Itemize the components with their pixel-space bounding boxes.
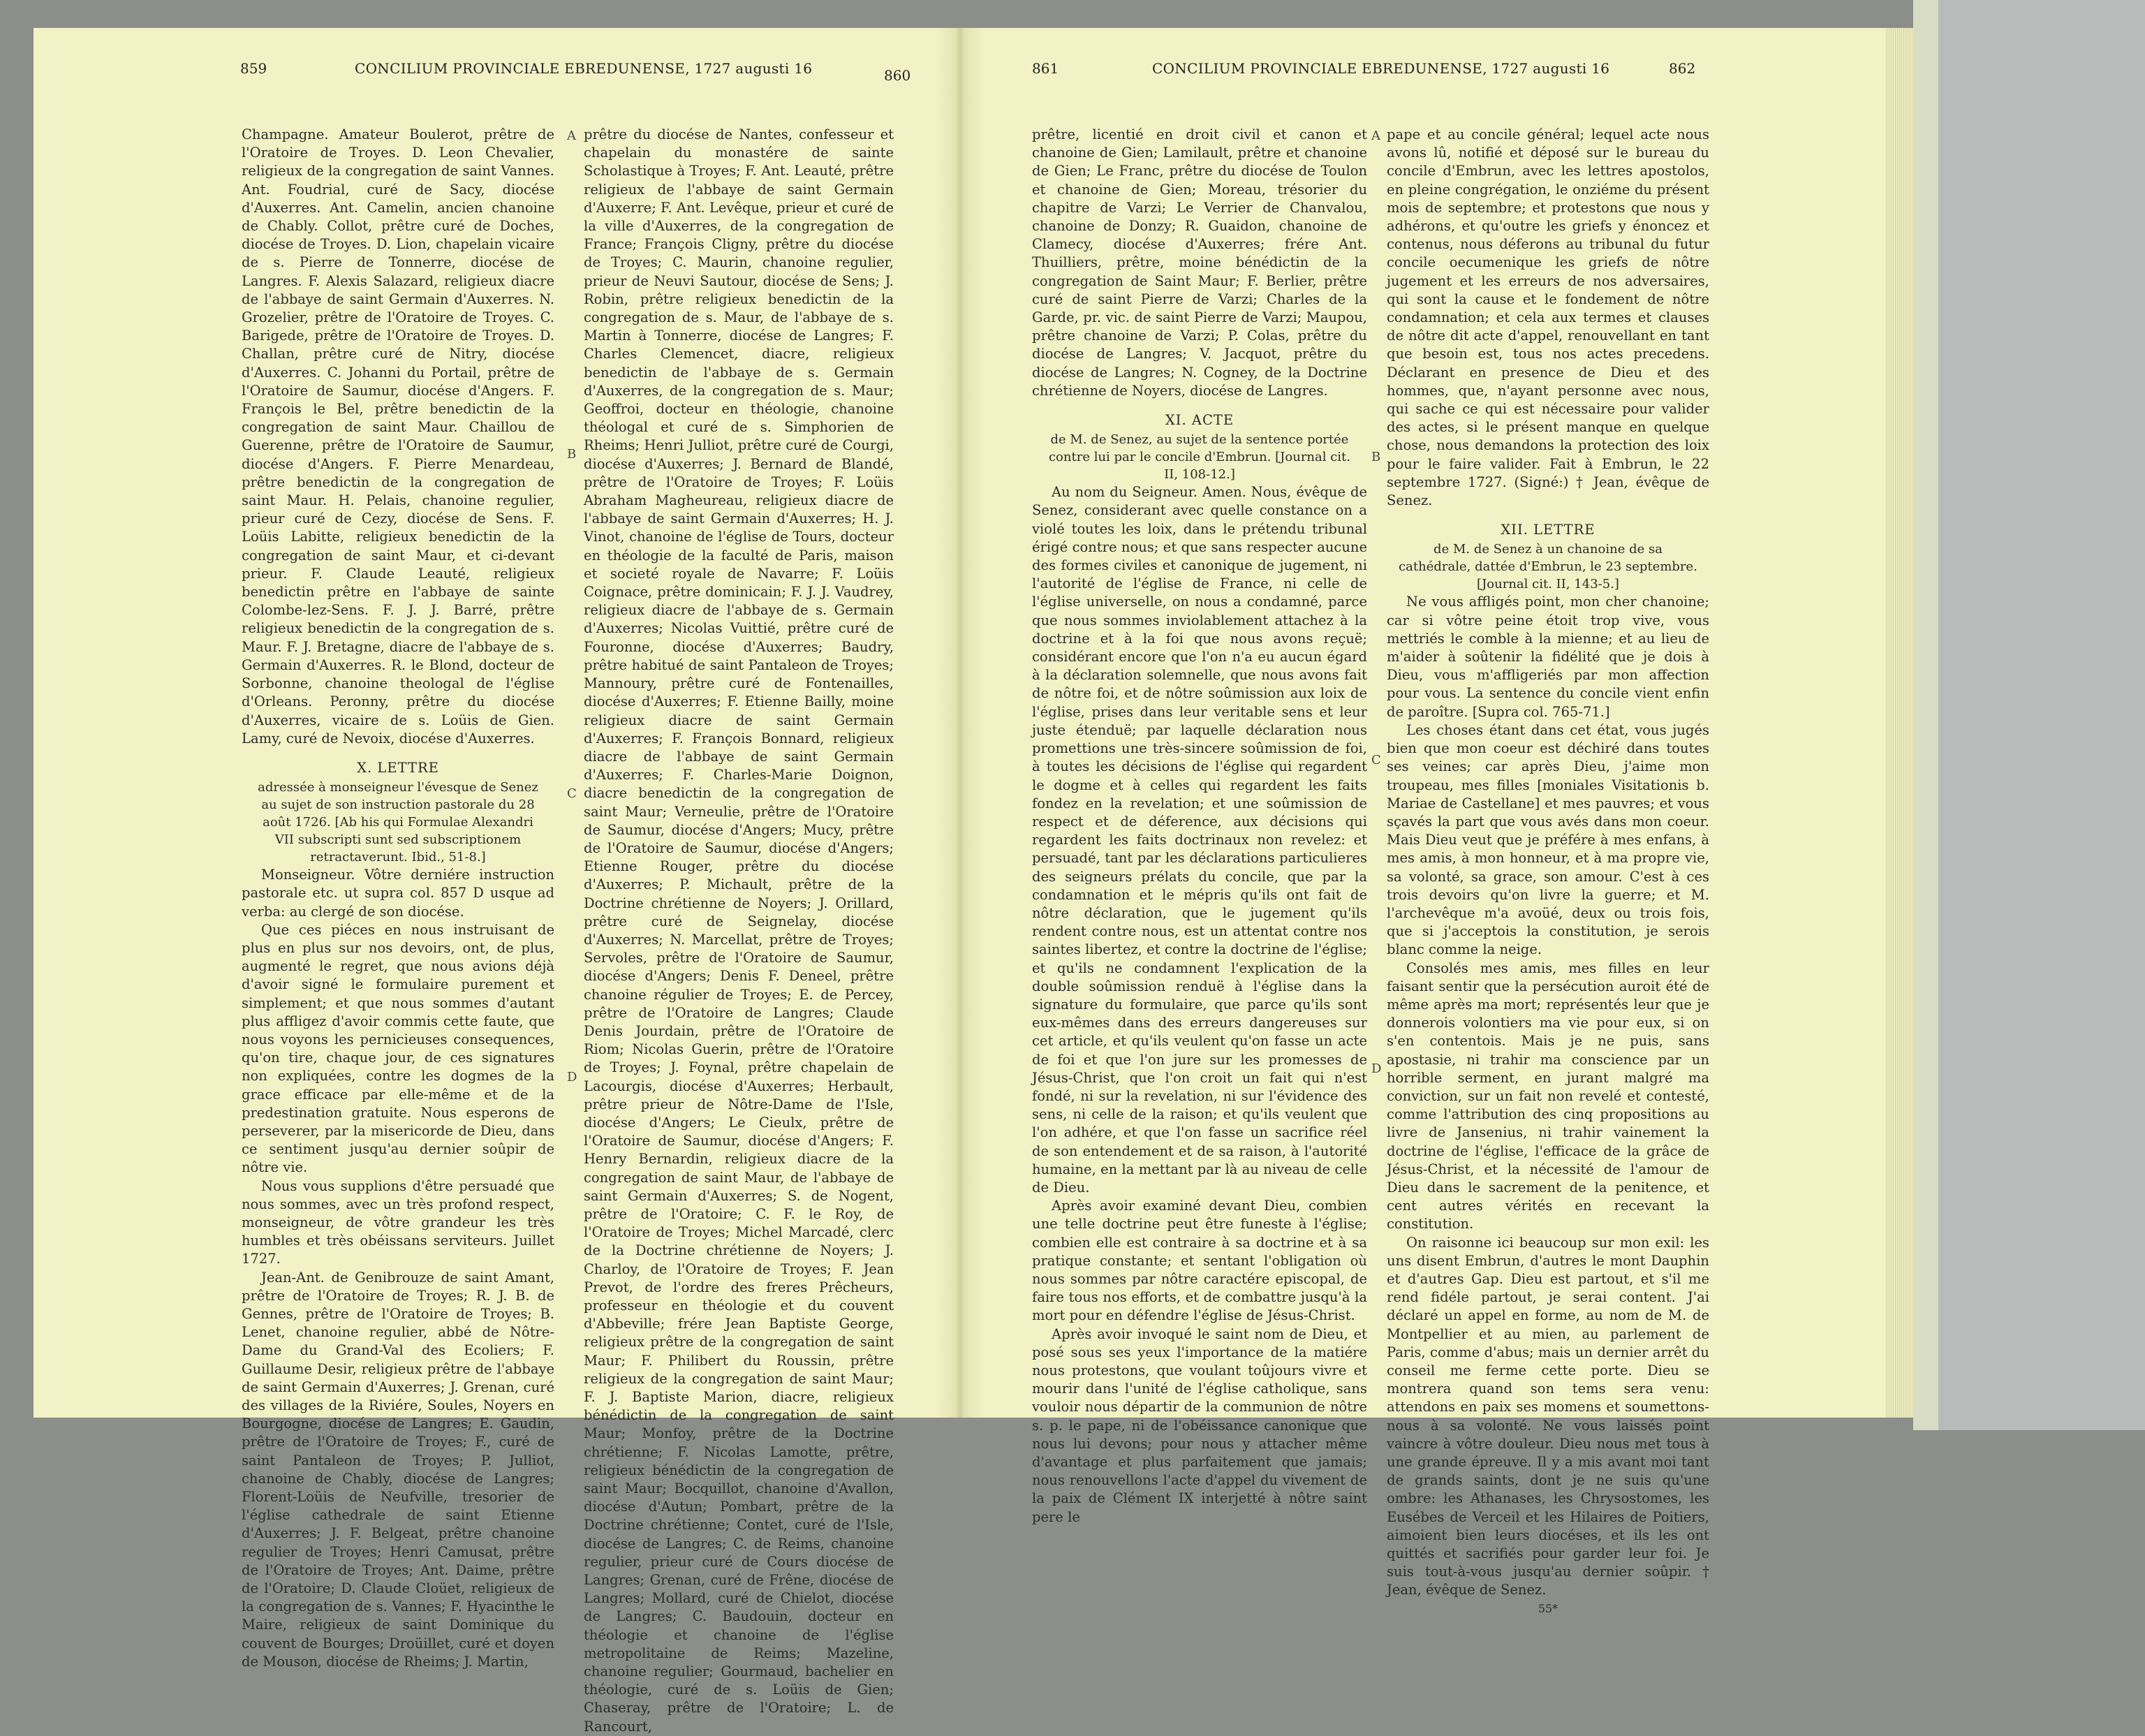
col4-paragraph: Consolés mes amis, mes filles en leur faisant sentir que la persécution auroit été de même après ma mort; représentés leur que je donnerois volontiers ma vie pour eux, si on s'en contentois. Mais je ne puis, sans apostasie, ni trahir ma conscience par un horrible serment, en jurant malgré ma conviction, sur un fait non revelé et contesté, comme l'attribution des cinq propositions au livre de Jansenius, ni trahir vainement la doctrine de l'église, l'efficace de la grâce de Jésus-Christ, et la nécessité de l'amour de Dieu dans le sacrement de la penitence, et cent autres vérités en recevant la constitution. (1387, 959, 1709, 1233)
page-number-860: 860 (884, 67, 911, 84)
section-heading: XI. ACTE (1165, 412, 1234, 429)
margin-letter-a: A (567, 128, 576, 143)
signature-mark: 55* (1538, 1601, 1558, 1615)
column-4 (1387, 126, 1709, 1615)
running-header-left: CONCILIUM PROVINCIALE EBREDUNENSE, 1727 augusti 16 (355, 60, 813, 77)
section-heading: XII. LETTRE (1501, 522, 1595, 538)
section-reference: de M. de Senez, au sujet de la sentence portée contre lui par le concile d'Embrun. [Journal cit. II, 108-12.] (1048, 432, 1351, 483)
margin-letter-d: D (1371, 1061, 1382, 1076)
col4-paragraph: pape et au concile général; lequel acte nous avons lû, notifié et déposé sur le bureau du concile d'Embrun, avec les lettres apostolos, en pleine congrégation, le onziéme du présent mois de septembre; et protestons que nous y adhérons, et qu'outre les griefs y énoncez et contenus, nous déferons au tribunal du futur concile oecumenique les griefs de nôtre jugement et les erreurs de nos adversaires, qui sont la cause et le fondement de nôtre condamnation; et cela aux termes et clauses de nôtre dit acte d'appel, renouvellant en tant que besoin est, tous nos actes precedens. Déclarant en presence de Dieu et des hommes, que, n'ayant personne avec nous, qui sache ce qui est nécessaire pour valider des actes, si le présent manque en quelque chose, nous demandons la protection des loix pour le faire valider. Fait à Embrun, le 22 septembre 1727. (Signé:) † Jean, évêque de Senez. (1387, 126, 1709, 509)
col4-paragraph: Les choses étant dans cet état, vous jugés bien que mon coeur est déchiré dans toutes ses veines; car après Dieu, j'aime mon troupeau, mes filles [moniales Visitationis b. Mariae de Castellane] et mes pauvres; et vous sçavés la part que vous avés dans mon coeur. Mais Dieu veut que je préfére à mes enfans, à mes amis, à mon honneur, et à ma propre vie, sa volonté, sa grace, son amour. C'est à ces trois devoirs qu'on livre la guerre; et M. l'archevêque m'a avoüé, deux ou trois fois, que si j'acceptois la constitution, je serois blanc comme la neige. (1387, 721, 1709, 958)
page-number-861: 861 (1032, 60, 1059, 77)
running-header-right: CONCILIUM PROVINCIALE EBREDUNENSE, 1727 augusti 16 (1152, 60, 1610, 77)
page-number-859: 859 (240, 60, 267, 77)
background-edge-strip (1913, 0, 1938, 1430)
col1-paragraph: Que ces piéces en nous instruisant de plus en plus sur nos devoirs, ont, de plus, augmenté le regret, que nous avions déjà d'avoir signé le formulaire purement et simplement; et que nous sommes d'autant plus affligez d'avoir commis cette faute, que nous voyons les pernicieuses consequences, qu'on tire, chaque jour, de ces signatures non expliquées, contre les dogmes de la grace efficace par elle-même et de la predestination gratuite. Nous esperons de perseverer, par la misericorde de Dieu, dans ce sentiment jusqu'au dernier soûpir de nôtre vie. (242, 921, 554, 1176)
margin-letter-b: B (1371, 450, 1381, 464)
col1-paragraph: Monseigneur. Vôtre derniére instruction pastorale etc. ut supra col. 857 D usque ad verba: au clergé de son diocése. (242, 867, 554, 920)
margin-letter-c: C (1371, 753, 1381, 767)
column-2 (584, 126, 894, 1735)
col4-paragraph: On raisonne ici beaucoup sur mon exil: les uns disent Embrun, d'autres le mont Dauphin et d'autres Gap. Dieu est partout, et s'il me rend fidéle partout, je serai content. J'ai déclaré un appel en forme, au nom de M. de Montpellier et au mien, au parlement de Paris, comme d'abus; mais un dernier arrêt du conseil me ferme cette porte. Dieu se montrera quand son tems sera venu: attendons en paix ses momens et soumettons-nous à sa volonté. Ne vous laissés point vaincre à vôtre douleur. Dieu nous met tous à une grande épreuve. Il y a mis avant moi tant de grands saints, dont je ne suis qu'une ombre: les Athanases, les Chrysostomes, les Eusébes de Verceil et les Hilaires de Poitiers, aimoient bien leurs diocéses, et ils les ont quittés et sacrifiés pour garder leur foi. Je suis tout-à-vous jusqu'au dernier soûpir. † Jean, évêque de Senez. (1387, 1234, 1709, 1598)
col3-paragraph: Au nom du Seigneur. Amen. Nous, évêque de Senez, considerant avec quelle constance on a violé toutes les loix, dans le prétendu tribunal érigé contre nous; et que sans respecter aucune des formes civiles et canonique de jugement, ni l'autorité de l'église de France, ni celle de l'église universelle, on nous a condamné, parce que nous sommes inviolablement attachez à la doctrine et à la foi que nous avons reçuë; considérant encore que l'on n'a eu aucun égard à la déclaration solemnelle, que nous avons fait de nôtre foi, et de nôtre soûmission aux loix de l'église, prises dans leur veritable sens et leur juste étenduë; par laquelle déclaration nous promettions une très-sincere soûmission de foi, à toutes les décisions de l'église qui regardent le dogme et à celles qui regardent les faits fondez en la revelation; et une soûmission de respect et de déference, aux décisions qui regardent les faits doctrinaux non revelez: et persuadé, tant par les déclarations particulieres des seigneurs prélats du concile, que par la condamnation et le mépris qu'ils ont fait de nôtre déclaration, que le jugement qu'ils rendent contre nous, est un attentat contre nos saintes libertez, et contre la doctrine de l'église; et qu'ils ne condamnent l'explication de la double soûmission renduë à l'église dans la signature du formulaire, que parce qu'ils sont eux-mêmes dans des erreurs dangereuses sur cet article, et qu'ils veulent qu'on fasse un acte de foi et que l'on jure sur les promesses de Jésus-Christ, que l'on croit un fait qui n'est fondé, ni sur la revelation, ni sur l'évidence des sens, ni celle de la raison; et qu'ils veulent que l'on adhére, et que l'on fasse un sacrifice réel de son entendement et de sa raison, à l'autorité humaine, en la mettant par là au niveau de celle de Dieu. (1032, 484, 1367, 1196)
col3-paragraph: Après avoir invoqué le saint nom de Dieu, et posé sous ses yeux l'importance de la matiére nous protestons, que voulant toûjours vivre et mourir dans l'unité de l'église catholique, sans vouloir nous départir de la communion de nôtre s. p. le pape, ni de l'obéissance canonique que nous lui devons; pour nous y attacher même d'avantage et plus parfaitement que jamais; nous renouvellons l'acte d'appel du vivement de la paix de Clément IX interjetté à nôtre saint pere le (1032, 1325, 1367, 1525)
section-heading: X. LETTRE (357, 759, 439, 776)
col1-paragraph: Champagne. Amateur Boulerot, prêtre de l'Oratoire de Troyes. D. Leon Chevalier, religieux de la congregation de saint Vannes. Ant. Foudrial, curé de Sacy, diocése d'Auxerres. Ant. Camelin, ancien chanoine de Chably. Collot, prêtre curé de Doches, diocése de Troyes. D. Lion, chapelain vicaire de s. Pierre de Tonnerre, diocése de Langres. F. Alexis Salazard, religieux diacre de l'abbaye de saint Germain d'Auxerres. N. Grozelier, prêtre de l'Oratoire de Troyes. C. Barigede, prêtre de l'Oratoire de Troyes. D. Challan, prêtre curé de Nitry, diocése d'Auxerres. C. Johanni du Portail, prêtre de l'Oratoire de Saumur, diocése d'Angers. F. François le Bel, prêtre benedictin de la congregation de saint Maur. Chaillou de Guerenne, prêtre de l'Oratoire de Saumur, diocése d'Angers. F. Pierre Menardeau, prêtre benedictin de la congregation de saint Maur. H. Pelais, chanoine regulier, prieur curé de Cezy, diocése de Sens. F. Loüis Labitte, religieux benedictin de la congregation de saint Maur, et ci-devant prieur. F. Claude Leauté, religieux benedictin prêtre en l'abbaye de sainte Colombe-lez-Sens. F. J. J. Barré, prêtre religieux benedictin de la congregation de s. Maur. F. J. Bretagne, diacre de l'abbaye de s. Germain d'Auxerres. R. le Blond, docteur de Sorbonne, chanoine theologal de l'église d'Orleans. Peronny, prêtre du diocése d'Auxerres, vicaire de s. Loüis de Gien. Lamy, curé de Nevoix, diocése d'Auxerres. (242, 126, 554, 746)
page-edges (1885, 28, 1913, 1418)
margin-letter-b: B (567, 447, 577, 462)
book-gutter (936, 28, 985, 1418)
col3-paragraph: Après avoir examiné devant Dieu, combien une telle doctrine peut être funeste à l'église; combien elle est contraire à sa doctrine et à sa pratique constante; et sentant l'obligation où nous sommes par nôtre caractére episcopal, de faire tous nos efforts, et de combattre jusqu'à la mort pour en défendre l'église de Jésus-Christ. (1032, 1198, 1367, 1324)
page-number-862: 862 (1669, 60, 1696, 77)
column-3 (1032, 126, 1367, 1525)
col4-paragraph: Ne vous affligés point, mon cher chanoine; car si vôtre peine étoit trop vive, vous mettriés le comble à la mienne; et au lieu de m'aider à soûtenir la fidélité que je dois à Dieu, vous m'affligeriés par mon affection pour vous. La sentence du concile vient enfin de paroître. [Supra col. 765-71.] (1387, 594, 1709, 720)
column-1 (242, 126, 554, 1670)
margin-letter-c: C (567, 786, 577, 801)
col2-paragraph: prêtre du diocése de Nantes, confesseur et chapelain du monastére de sainte Scholastique à Troyes; F. Ant. Leauté, prêtre religieux de l'abbaye de saint Germain d'Auxerre; F. Ant. Levêque, prieur et curé de la ville d'Auxerres, de la congregation de France; François Cligny, prêtre du diocése de Troyes; C. Maurin, chanoine regulier, prieur de Neuvi Sautour, diocése de Sens; J. Robin, prêtre religieux benedictin de la congregation de s. Maur, de l'abbaye de s. Martin à Tonnerre, diocése de Langres; F. Charles Clemencet, diacre, religieux benedictin de l'abbaye de s. Germain d'Auxerres, de la congregation de s. Maur; Geoffroi, docteur en théologie, chanoine théologal et curé de s. Simphorien de Rheims; Henri Julliot, prêtre curé de Courgi, diocése d'Auxerres; J. Bernard de Blandé, prêtre de l'Oratoire de Troyes; F. Loüis Abraham Magheureau, religieux diacre de l'abbaye de saint Germain d'Auxerres; H. J. Vinot, chanoine de l'église de Tours, docteur en théologie de la faculté de Paris, maison et societé royale de Navarre; F. Loüis Coignace, prêtre dominicain; F. J. J. Vaudrey, religieux diacre de l'abbaye de s. Germain d'Auxerres; Nicolas Vuittié, prêtre curé de Fouronne, diocése d'Auxerres; Baudry, prêtre habitué de saint Pantaleon de Troyes; Mannoury, prêtre curé de Fontenailles, diocése d'Auxerres; F. Etienne Bailly, moine religieux diacre de saint Germain d'Auxerres; F. François Bonnard, religieux diacre de l'abbaye de saint Germain d'Auxerres; F. Charles-Marie Doignon, diacre benedictin de la congregation de saint Maur; Verneulie, prêtre de l'Oratoire de Saumur, diocése d'Angers; Mucy, prêtre de l'Oratoire de Saumur, diocése d'Angers; Etienne Rouger, prêtre du diocése d'Auxerres; P. Michault, prêtre de la Doctrine chrétienne de Noyers; J. Orillard, prêtre curé de Seignelay, diocése d'Auxerres; N. Marcellat, prêtre de Troyes; Servoles, prêtre de l'Oratoire de Saumur, diocése d'Angers; Denis F. Deneel, prêtre chanoine régulier de Troyes; E. de Percey, prêtre de l'Oratoire de Langres; Claude Denis Jourdain, prêtre de l'Oratoire de Riom; Nicolas Guerin, prêtre de l'Oratoire de Troyes; J. Foynal, prêtre chapelain de Lacourgis, diocése d'Auxerres; Herbault, prêtre prieur de Nôtre-Dame de l'Isle, diocése d'Angers; Le Cieulx, prêtre de l'Oratoire de Saumur, diocése d'Angers; F. Henry Bernardin, religieux diacre de la congregation de saint Maur, de l'abbaye de saint Germain d'Auxerres; S. de Nogent, prêtre de l'Oratoire; C. F. le Roy, de l'Oratoire de Troyes; Michel Marcadé, clerc de la Doctrine chrétienne de Noyers; J. Charloy, de l'Oratoire de Troyes; F. Jean Prevot, de l'ordre des freres Prêcheurs, professeur en théologie et du couvent d'Abbeville; frére Jean Baptiste George, religieux prêtre de la congregation de saint Maur; F. Philibert du Roussin, prêtre religieux de la congregation de saint Maur; F. J. Baptiste Marion, diacre, religieux bénédictin de la congregation de saint Maur; Monfoy, prêtre de la Doctrine chrétienne; F. Nicolas Lamotte, prêtre, religieux bénédictin de la congregation de saint Maur; Bocquillot, chanoine d'Avallon, diocése d'Autun; Pombart, prêtre de la Doctrine chrétienne; Contet, curé de l'Isle, diocése de Langres; C. de Reims, chanoine regulier, prieur curé de Cours diocése de Langres; Grenan, curé de Frêne, diocése de Langres; Mollard, curé de Chielot, diocése de Langres; C. Baudouin, docteur en théologie et chanoine de l'église metropolitaine de Reims; Mazeline, chanoine regulier; Gourmaud, bachelier en théologie, curé de s. Loüis de Gien; Chaseray, prêtre de l'Oratoire; L. de Rancourt, (584, 126, 894, 1735)
margin-letter-a: A (1371, 128, 1380, 143)
section-reference: de M. de Senez à un chanoine de sa cathédrale, dattée d'Embrun, le 23 septembre. [Journal cit. II, 143-5.] (1399, 542, 1697, 592)
section-reference: adressée à monseigneur l'évesque de Senez au sujet de son instruction pastorale du 28 août 1726. [Ab his qui Formulae Alexandri VII subscripti sunt sed subscriptionem retractaverunt. Ibid., 51-8.] (258, 780, 538, 865)
col1-paragraph: Nous vous supplions d'être persuadé que nous sommes, avec un très profond respect, monseigneur, de vôtre grandeur les très humbles et très obéissans serviteurs. Juillet 1727. (242, 1177, 554, 1267)
col3-paragraph: prêtre, licentié en droit civil et canon et chanoine de Gien; Lamilault, prêtre et chanoine de Gien; Le Franc, prêtre du diocése de Toulon et chanoine de Gien; Moreau, trésorier du chapitre de Varzi; Le Verrier de Chanvalou, chanoine de Donzy; R. Guaidon, chanoine de Clamecy, diocése d'Auxerres; frére Ant. Thuilliers, prêtre, moine bénédictin de la congregation de Saint Maur; F. Berlier, prêtre curé de saint Pierre de Varzi; Charles de la Garde, pr. vic. de saint Pierre de Varzi; Maupou, prêtre chanoine de Varzi; P. Colas, prêtre du diocése de Langres; V. Jacquot, prêtre du diocése de Langres; N. Cogney, de la Doctrine chrétienne de Noyers, diocése de Langres. (1032, 126, 1367, 399)
col1-paragraph: Jean-Ant. de Genibrouze de saint Amant, prêtre de l'Oratoire de Troyes; R. J. B. de Gennes, prêtre de l'Oratoire de Troyes; B. Lenet, chanoine regulier, abbé de Nôtre-Dame du Grand-Val des Ecoliers; F. Guillaume Desir, religieux prêtre de l'abbaye de saint Germain d'Auxerres; J. Grenan, curé des villages de la Riviére, Soules, Noyers en Bourgogne, diocése de Langres; E. Gaudin, prêtre de l'Oratoire de Troyes; F., curé de saint Pantaleon de Troyes; P. Julliot, chanoine de Chably, diocése de Langres; Florent-Loüis de Neufville, tresorier de l'église cathedrale de saint Etienne d'Auxerres; J. F. Belgeat, prêtre chanoine regulier de Troyes; Henri Camusat, prêtre de l'Oratoire de Troyes; Ant. Daime, prêtre de l'Oratoire; D. Claude Cloüet, religieux de la congregation de s. Vannes; F. Hyacinthe le Maire, religieux de saint Dominique du couvent de Bourges; Droüillet, curé et doyen de Mouson, diocése de Rheims; J. Martin, (242, 1269, 554, 1670)
margin-letter-d: D (567, 1070, 577, 1084)
background-surface (1913, 0, 2145, 1430)
